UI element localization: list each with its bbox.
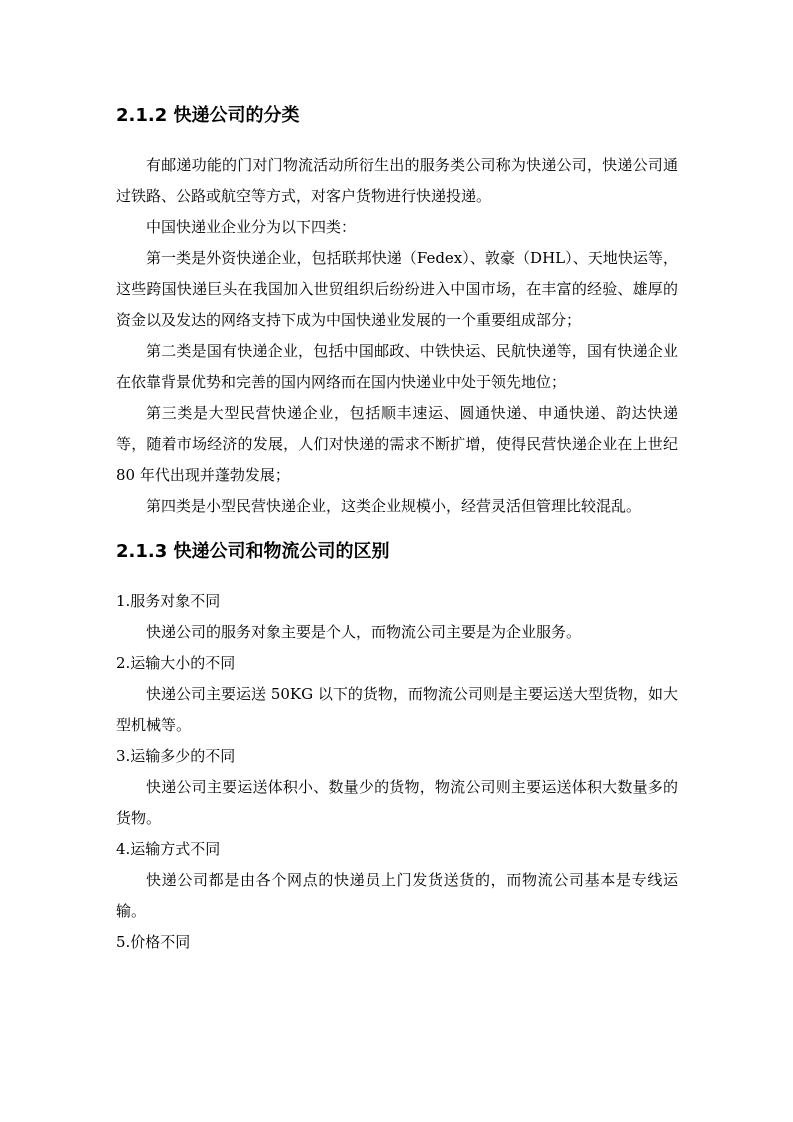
paragraph-category-1: 第一类是外资快递企业，包括联邦快递（Fedex）、敦豪（DHL）、天地快运等，这些跨国快递巨头在我国加入世贸组织后纷纷进入中国市场，在丰富的经验、雄厚的资金以及发达的网络支持下成为中国快递业发展的一个重要组成部分； — [116, 249, 678, 329]
section-title-classification: 2.1.2 快递公司的分类 — [116, 105, 300, 126]
item-body-2: 快递公司主要运送 50KG 以下的货物，而物流公司则是主要运送大型货物，如大型机械等。 — [116, 685, 678, 734]
item-body-1: 快递公司的服务对象主要是个人，而物流公司主要是为企业服务。 — [146, 623, 582, 641]
paragraph-category-4: 第四类是小型民营快递企业，这类企业规模小，经营灵活但管理比较混乱。 — [146, 497, 642, 515]
paragraph-category-3: 第三类是大型民营快递企业，包括顺丰速运、圆通快递、申通快递、韵达快递等，随着市场经济的发展，人们对快递的需求不断扩增，使得民营快递企业在上世纪 80 年代出现并蓬勃发展； — [116, 404, 678, 484]
item-body-4: 快递公司都是由各个网点的快递员上门发货送货的，而物流公司基本是专线运输。 — [116, 871, 678, 920]
section-title-differences: 2.1.3 快递公司和物流公司的区别 — [116, 541, 390, 562]
paragraph-category-2: 第二类是国有快递企业，包括中国邮政、中铁快运、民航快递等，国有快递企业在依靠背景优势和完善的国内网络而在国内快递业中处于领先地位； — [116, 342, 678, 391]
paragraph-categories-intro: 中国快递业企业分为以下四类： — [146, 218, 357, 236]
paragraph-definition: 有邮递功能的门对门物流活动所衍生出的服务类公司称为快递公司，快递公司通过铁路、公路或航空等方式，对客户货物进行快递投递。 — [116, 156, 678, 205]
item-heading-3: 3.运输多少的不同 — [116, 747, 236, 765]
item-heading-1: 1.服务对象不同 — [116, 592, 221, 610]
item-body-3: 快递公司主要运送体积小、数量少的货物，物流公司则主要运送体积大数量多的货物。 — [116, 778, 678, 827]
item-heading-5: 5.价格不同 — [116, 933, 191, 951]
document-body — [116, 100, 678, 958]
item-heading-4: 4.运输方式不同 — [116, 840, 221, 858]
item-heading-2: 2.运输大小的不同 — [116, 654, 236, 672]
